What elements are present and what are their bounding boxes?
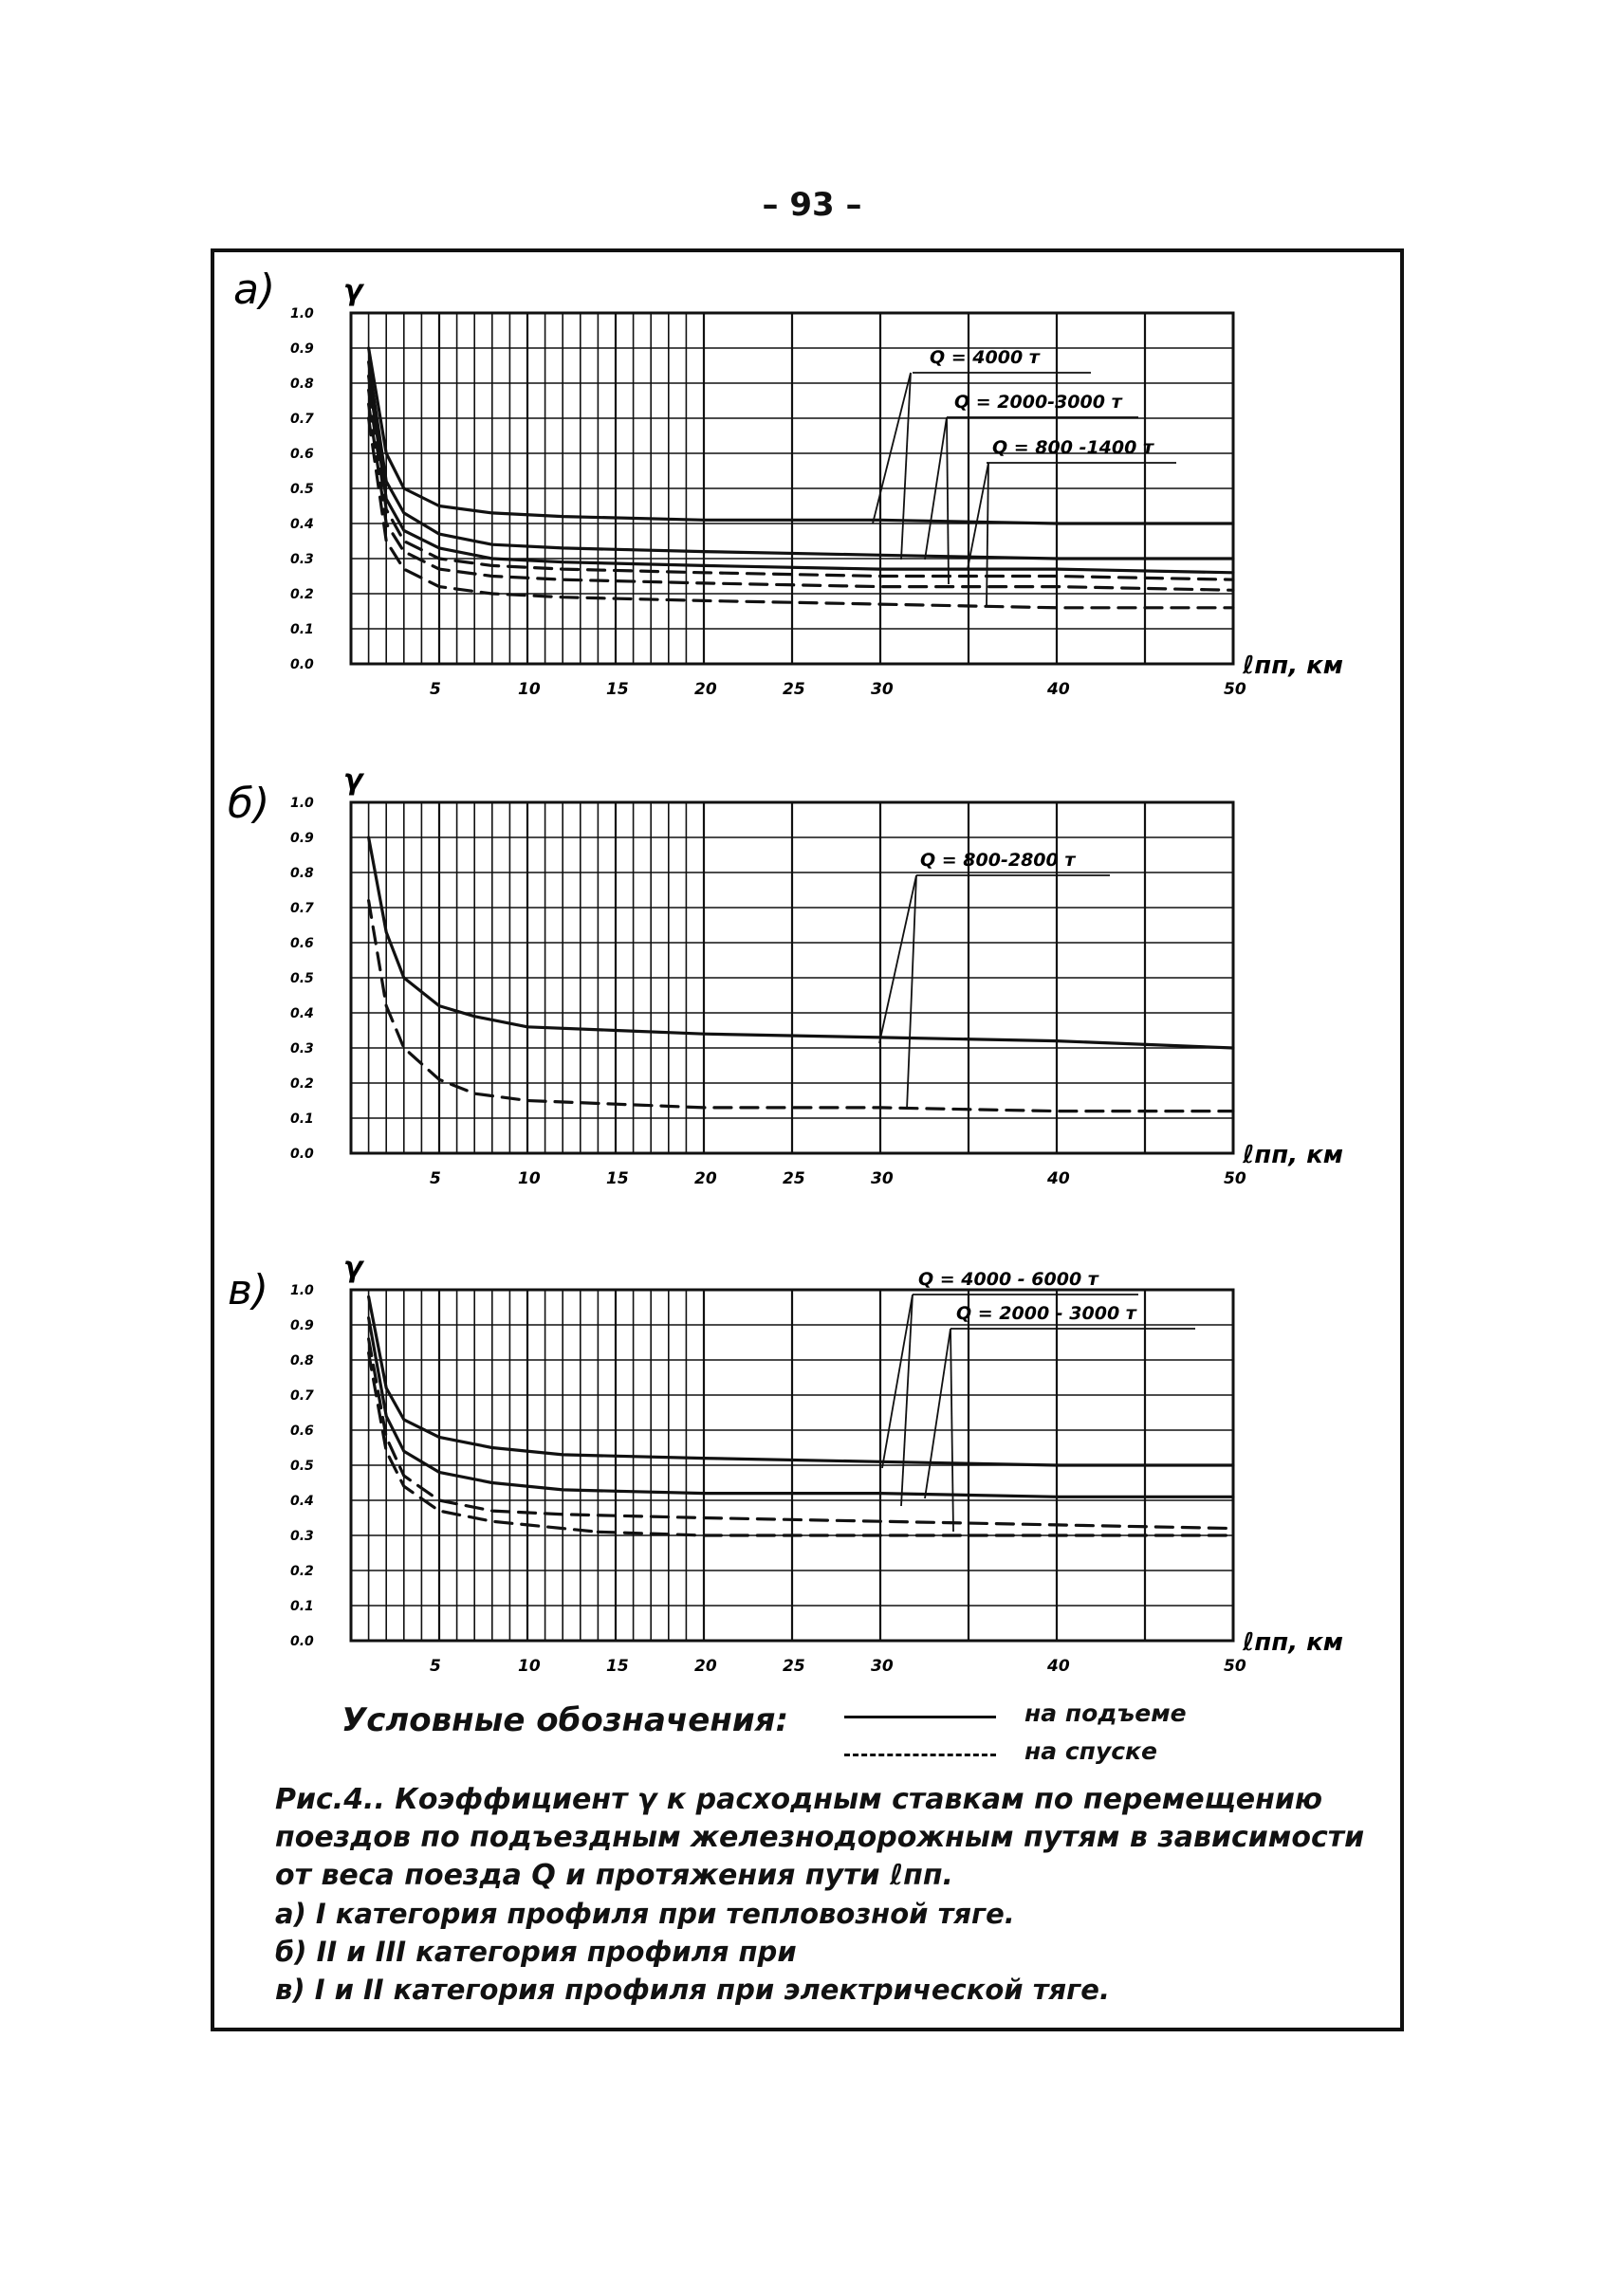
caption-main: Рис.4.. Коэффициент γ к расходным ставкам по перемещению поездов по подъездным железнодорожным путям в зависимости от веса поезда Q и протяжения пути ℓпп.: [275, 1783, 1365, 1892]
chart-panel-1: [233, 266, 1343, 699]
y-tick-label: 0.0: [290, 657, 314, 672]
x-tick-label: 5: [430, 1657, 441, 1676]
y-tick-label: 0.3: [290, 552, 314, 567]
panel-letter: в): [228, 1266, 269, 1314]
series-line-descent: [369, 901, 1233, 1111]
y-tick-label: 0.6: [290, 1424, 314, 1439]
y-tick-label: 0.7: [290, 901, 314, 916]
y-axis-label: γ: [343, 1251, 363, 1284]
x-axis-label: ℓпп, км: [1243, 652, 1344, 680]
x-tick-label: 40: [1047, 1169, 1070, 1188]
legend-dashed-label: на спуске: [1024, 1737, 1157, 1765]
y-tick-label: 0.4: [290, 1006, 314, 1021]
y-tick-label: 0.7: [290, 412, 314, 427]
y-tick-label: 0.0: [290, 1147, 314, 1162]
y-tick-label: 0.8: [290, 1353, 314, 1368]
y-axis-label: γ: [343, 763, 363, 797]
y-axis-label: γ: [343, 274, 363, 307]
legend-dashed-line-swatch: [844, 1754, 996, 1756]
y-tick-label: 0.1: [290, 1599, 314, 1614]
series-label-leader: [925, 1329, 950, 1498]
y-tick-label: 0.4: [290, 517, 314, 532]
y-tick-label: 0.0: [290, 1634, 314, 1649]
x-tick-label: 5: [430, 1169, 441, 1188]
y-tick-label: 0.9: [290, 341, 314, 357]
y-tick-label: 0.7: [290, 1388, 314, 1404]
series-label-leader: [901, 373, 911, 560]
series-label-leader: [968, 463, 988, 569]
x-tick-label: 50: [1224, 1169, 1246, 1188]
y-tick-label: 0.2: [290, 1076, 314, 1092]
x-tick-label: 50: [1224, 680, 1246, 699]
legend-solid-label: на подъеме: [1024, 1699, 1187, 1727]
y-tick-label: 0.9: [290, 1318, 314, 1333]
x-tick-label: 30: [871, 1169, 894, 1188]
panel-letter: б): [228, 780, 270, 828]
legend-solid-line-swatch: [844, 1716, 996, 1718]
series-line-ascent: [369, 1318, 1233, 1497]
x-tick-label: 20: [694, 680, 717, 699]
x-tick-label: 30: [871, 680, 894, 699]
y-tick-label: 0.5: [290, 1459, 314, 1474]
legend-title: Условные обозначения:: [341, 1701, 789, 1739]
y-tick-label: 0.6: [290, 936, 314, 951]
x-tick-label: 15: [606, 1169, 629, 1188]
y-tick-label: 0.2: [290, 587, 314, 602]
series-label: Q = 2000 - 3000 т: [956, 1303, 1136, 1324]
y-tick-label: 1.0: [290, 306, 314, 321]
series-line-descent: [369, 404, 1233, 590]
legend-item-solid: [844, 1699, 1281, 1734]
series-line-descent: [598, 1532, 1233, 1535]
x-tick-label: 50: [1224, 1657, 1246, 1676]
legend-item-dashed: [844, 1737, 1281, 1772]
panel-letter: a): [233, 266, 276, 314]
y-tick-label: 0.6: [290, 447, 314, 462]
x-tick-label: 10: [518, 680, 541, 699]
series-label: Q = 4000 т: [930, 347, 1040, 368]
series-label-leader: [987, 463, 988, 607]
caption-item-b: б) II и III категория профиля при: [275, 1936, 797, 1968]
y-tick-label: 0.5: [290, 482, 314, 497]
x-tick-label: 5: [430, 680, 441, 699]
x-axis-label: ℓпп, км: [1243, 1628, 1344, 1657]
figure-caption: [275, 1781, 1375, 2009]
y-tick-label: 0.3: [290, 1529, 314, 1544]
chart-panel-3: [228, 1251, 1343, 1676]
x-axis-label: ℓпп, км: [1243, 1141, 1344, 1169]
caption-item-c: в) I и II категория профиля при электрической тяге.: [275, 1974, 1110, 2006]
y-tick-label: 0.4: [290, 1494, 314, 1509]
x-tick-label: 15: [606, 680, 629, 699]
series-line-descent: [369, 1353, 599, 1533]
legend: [341, 1696, 1290, 1781]
y-tick-label: 0.1: [290, 1111, 314, 1127]
x-tick-label: 10: [518, 1657, 541, 1676]
y-tick-label: 1.0: [290, 1283, 314, 1298]
x-tick-label: 20: [694, 1657, 717, 1676]
x-tick-label: 40: [1047, 680, 1070, 699]
y-tick-label: 0.2: [290, 1564, 314, 1579]
y-tick-label: 0.8: [290, 866, 314, 881]
caption-item-a: а) I категория профиля при тепловозной тяге.: [275, 1898, 1015, 1930]
y-tick-label: 1.0: [290, 796, 314, 811]
y-tick-label: 0.8: [290, 377, 314, 392]
series-line-ascent: [369, 348, 1233, 523]
chart-panel-2: [228, 763, 1343, 1188]
series-label: Q = 800 -1400 т: [992, 437, 1153, 458]
series-label: Q = 4000 - 6000 т: [918, 1269, 1098, 1290]
y-tick-label: 0.1: [290, 622, 314, 637]
x-tick-label: 25: [783, 680, 805, 699]
page-number: – 93 –: [762, 186, 862, 224]
y-tick-label: 0.9: [290, 831, 314, 846]
x-tick-label: 25: [783, 1657, 805, 1676]
x-tick-label: 20: [694, 1169, 717, 1188]
y-tick-label: 0.5: [290, 971, 314, 986]
x-tick-label: 25: [783, 1169, 805, 1188]
x-tick-label: 15: [606, 1657, 629, 1676]
series-label: Q = 2000-3000 т: [954, 392, 1122, 413]
x-tick-label: 40: [1047, 1657, 1070, 1676]
y-tick-label: 0.3: [290, 1041, 314, 1056]
x-tick-label: 30: [871, 1657, 894, 1676]
x-tick-label: 10: [518, 1169, 541, 1188]
series-label: Q = 800-2800 т: [920, 850, 1076, 871]
